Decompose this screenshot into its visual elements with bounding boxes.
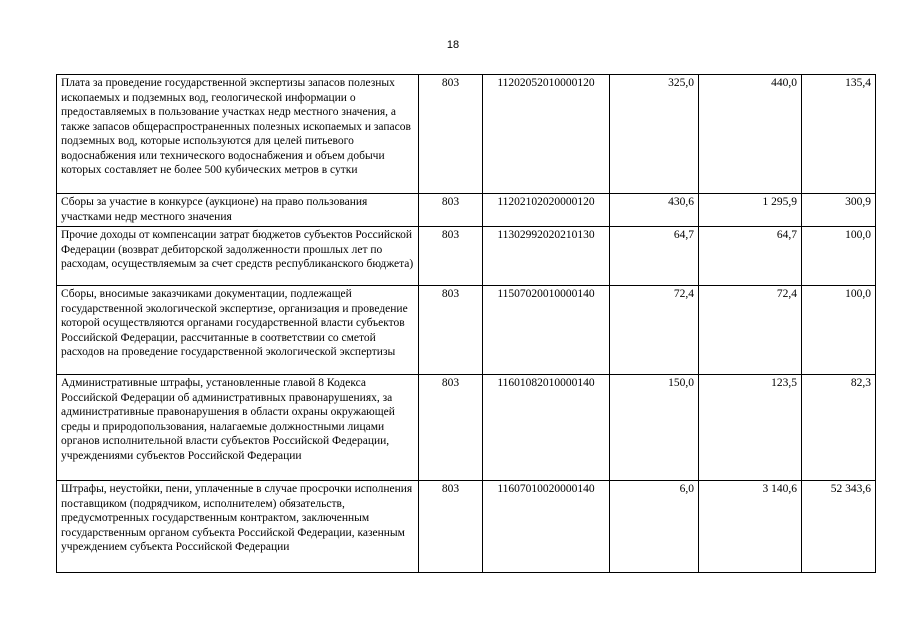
row-budget-code: 11607010020000140 — [483, 481, 610, 573]
row-value-2: 64,7 — [699, 227, 802, 286]
row-description: Сборы, вносимые заказчиками документации, подлежащей государственной экологической экспертизе, организация и проведение которой осуществляются органами государственной власти субъектов Российской Федерации, рассчитанные в соответствии со сметой расходов на проведение государственной экологической экспертизы — [57, 286, 419, 375]
table-row — [57, 194, 876, 227]
row-percent: 52 343,6 — [802, 481, 876, 573]
row-value-1: 150,0 — [610, 375, 699, 481]
row-value-1: 430,6 — [610, 194, 699, 227]
row-budget-code: 11507020010000140 — [483, 286, 610, 375]
row-description: Сборы за участие в конкурсе (аукционе) на право пользования участками недр местного значения — [57, 194, 419, 227]
row-admin-code: 803 — [419, 194, 483, 227]
table-row — [57, 227, 876, 286]
table-row — [57, 75, 876, 194]
table-row — [57, 481, 876, 573]
row-percent: 135,4 — [802, 75, 876, 194]
row-value-1: 64,7 — [610, 227, 699, 286]
row-admin-code: 803 — [419, 481, 483, 573]
row-percent: 82,3 — [802, 375, 876, 481]
row-admin-code: 803 — [419, 375, 483, 481]
row-budget-code: 11302992020210130 — [483, 227, 610, 286]
row-budget-code: 11601082010000140 — [483, 375, 610, 481]
row-value-2: 123,5 — [699, 375, 802, 481]
row-percent: 100,0 — [802, 227, 876, 286]
row-admin-code: 803 — [419, 227, 483, 286]
revenue-table — [56, 74, 876, 573]
row-value-2: 3 140,6 — [699, 481, 802, 573]
table-row — [57, 286, 876, 375]
row-admin-code: 803 — [419, 286, 483, 375]
row-value-2: 72,4 — [699, 286, 802, 375]
row-budget-code: 11202102020000120 — [483, 194, 610, 227]
row-admin-code: 803 — [419, 75, 483, 194]
row-percent: 100,0 — [802, 286, 876, 375]
row-description: Прочие доходы от компенсации затрат бюджетов субъектов Российской Федерации (возврат дебиторской задолженности прошлых лет по расходам, осуществляемым за счет средств республиканского бюджета) — [57, 227, 419, 286]
row-value-1: 6,0 — [610, 481, 699, 573]
row-percent: 300,9 — [802, 194, 876, 227]
table-row — [57, 375, 876, 481]
row-value-1: 72,4 — [610, 286, 699, 375]
row-description: Административные штрафы, установленные главой 8 Кодекса Российской Федерации об административных правонарушениях, за административные правонарушения в области охраны окружающей среды и природопользования, налагаемые должностными лицами органов исполнительной власти субъектов Российской Федерации, учреждениями субъектов Российской Федерации — [57, 375, 419, 481]
row-description: Штрафы, неустойки, пени, уплаченные в случае просрочки исполнения поставщиком (подрядчиком, исполнителем) обязательств, предусмотренных государственным контрактом, заключенным государственным органом субъекта Российской Федерации, казенным учреждением субъекта Российской Федерации — [57, 481, 419, 573]
row-value-2: 1 295,9 — [699, 194, 802, 227]
row-value-2: 440,0 — [699, 75, 802, 194]
page-number: 18 — [446, 39, 460, 51]
row-budget-code: 11202052010000120 — [483, 75, 610, 194]
row-description: Плата за проведение государственной экспертизы запасов полезных ископаемых и подземных вод, геологической информации о предоставляемых в пользование участках недр местного значения, а также запасов общераспространенных полезных ископаемых и запасов подземных вод, которые используются для целей питьевого водоснабжения или технического водоснабжения и объем добычи которых составляет не более 500 кубических метров в сутки — [57, 75, 419, 194]
row-value-1: 325,0 — [610, 75, 699, 194]
